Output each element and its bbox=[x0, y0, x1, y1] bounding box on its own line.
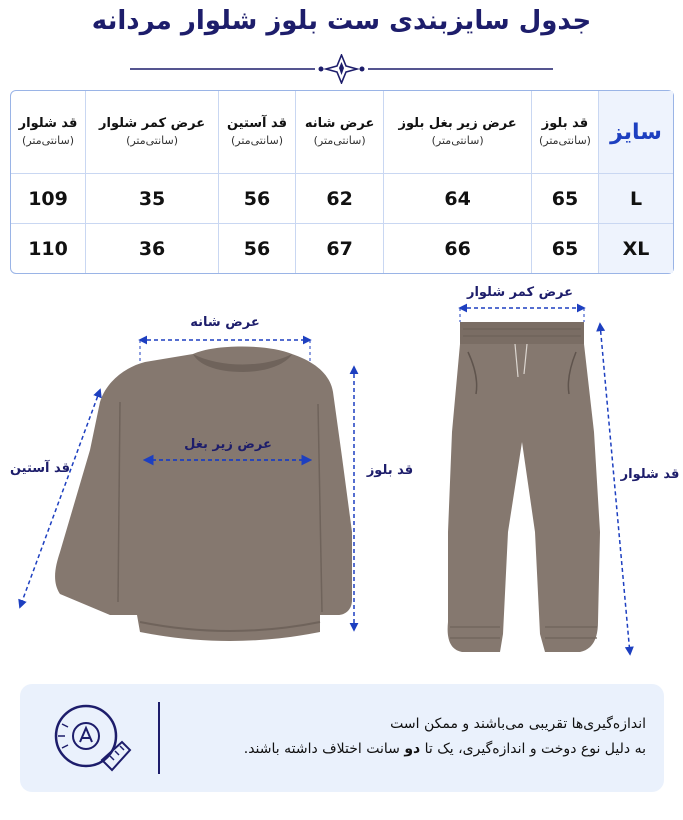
measuring-tape-icon bbox=[44, 694, 136, 784]
column-header-unit: (سانتی‌متر) bbox=[22, 134, 75, 148]
column-header-unit: (سانتی‌متر) bbox=[313, 134, 366, 148]
column-header bbox=[11, 91, 85, 174]
column-header bbox=[531, 91, 598, 174]
pants-length-label: قد شلوار bbox=[620, 467, 680, 482]
table-cell: 35 bbox=[85, 174, 218, 224]
table-cell: 64 bbox=[383, 174, 531, 224]
size-cell: L bbox=[598, 174, 673, 224]
column-header bbox=[218, 91, 295, 174]
column-header-label: عرض کمر شلوار bbox=[99, 116, 206, 132]
top-length-label: قد بلوز bbox=[366, 463, 414, 478]
column-header-label: عرض شانه bbox=[304, 116, 375, 132]
underarm-width-label: عرض زیر بغل bbox=[184, 437, 272, 452]
column-header-unit: (سانتی‌متر) bbox=[231, 134, 283, 148]
note-line-2-end: سانت اختلاف داشته باشند. bbox=[243, 740, 405, 757]
note-line-2-bold: دو bbox=[404, 740, 421, 757]
column-header bbox=[383, 91, 531, 174]
column-header-label: عرض زیر بغل بلوز bbox=[398, 116, 517, 132]
shoulder-width-label: عرض شانه bbox=[190, 315, 260, 330]
column-header-unit: (سانتی‌متر) bbox=[538, 134, 591, 148]
garment-diagram bbox=[0, 282, 683, 677]
size-table bbox=[10, 90, 674, 274]
column-header-unit: (سانتی‌متر) bbox=[431, 134, 484, 148]
table-cell: 110 bbox=[28, 237, 68, 260]
table-cell: 65 bbox=[531, 224, 598, 273]
size-cell: XL bbox=[598, 224, 673, 273]
diamond-ornament-icon bbox=[0, 54, 683, 84]
pants-illustration bbox=[448, 322, 600, 652]
table-cell: 109 bbox=[11, 174, 85, 224]
table-header-row bbox=[11, 91, 673, 174]
table-row bbox=[11, 224, 673, 273]
note-divider bbox=[158, 702, 160, 774]
table-cell: 66 bbox=[383, 224, 531, 273]
table-cell: 56 bbox=[218, 174, 295, 224]
column-header-label: قد شلوار bbox=[18, 116, 78, 132]
column-header-label: قد بلوز bbox=[541, 116, 589, 132]
sleeve-length-label: قد آستین bbox=[9, 461, 71, 476]
column-header-label: قد آستین bbox=[226, 116, 288, 132]
waist-width-label: عرض کمر شلوار bbox=[466, 285, 574, 300]
note-line-1: اندازه‌گیری‌ها تقریبی می‌باشند و ممکن است bbox=[390, 716, 646, 732]
size-header: سایز bbox=[598, 91, 673, 174]
column-header-unit: (سانتی‌متر) bbox=[126, 134, 179, 148]
note-line-2 bbox=[176, 737, 646, 762]
table-cell: 62 bbox=[295, 174, 383, 224]
table-cell: 65 bbox=[531, 174, 598, 224]
note-line-2-start: به دلیل نوع دوخت و اندازه‌گیری، یک تا bbox=[420, 740, 646, 757]
measurement-note bbox=[20, 684, 664, 792]
table-row bbox=[11, 174, 673, 224]
table-cell: 36 bbox=[85, 224, 218, 273]
page-title: جدول سایزبندی ست بلوز شلوار مردانه bbox=[91, 6, 592, 36]
table-cell: 56 bbox=[218, 224, 295, 273]
column-header bbox=[295, 91, 383, 174]
table-cell: 67 bbox=[295, 224, 383, 273]
column-header bbox=[85, 91, 218, 174]
note-text bbox=[176, 712, 646, 761]
